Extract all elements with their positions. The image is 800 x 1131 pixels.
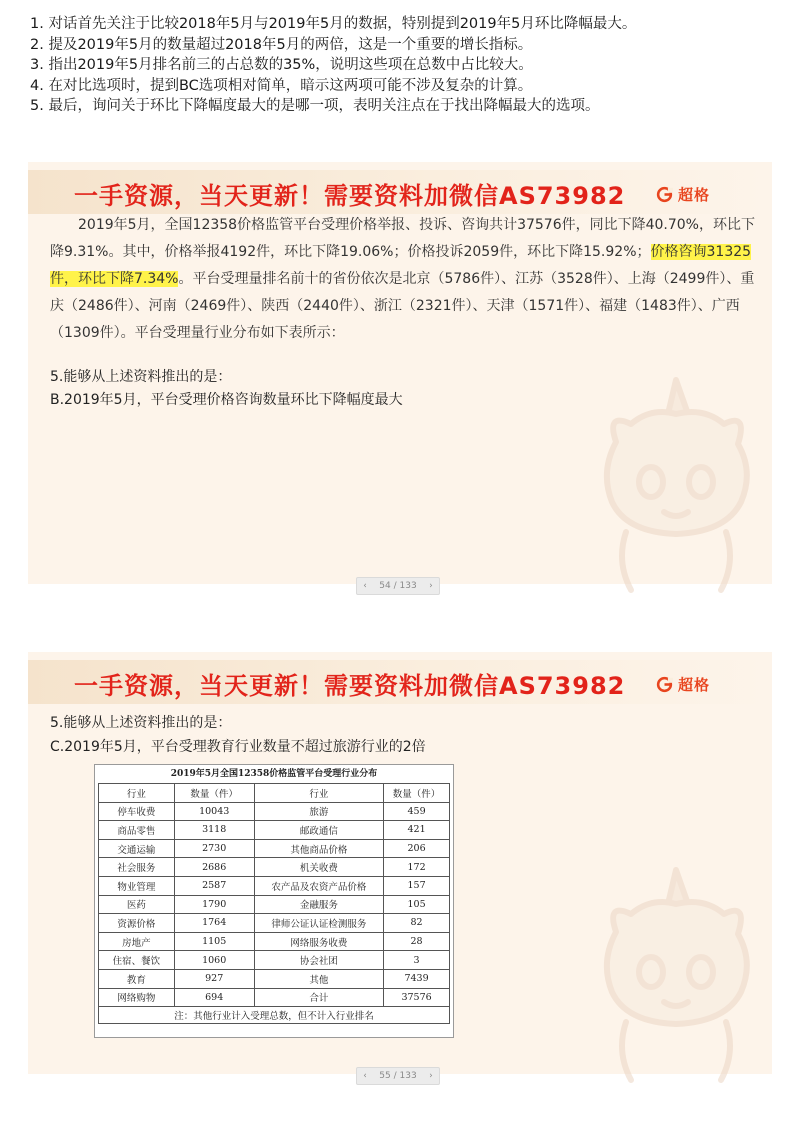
column-header: 行业 — [254, 784, 384, 803]
brand-logo — [656, 673, 710, 695]
unicorn-mascot-watermark — [576, 362, 776, 592]
note-item: 1. 对话首先关注于比较2018年5月与2019年5月的数据，特别提到2019年5月环比降幅最大。 — [30, 16, 637, 32]
table-cell: 律师公证认证检测服务 — [254, 914, 384, 933]
prev-page-icon[interactable]: ‹ — [363, 1071, 367, 1081]
table-cell: 172 — [384, 858, 450, 877]
banner-title: 一手资源，当天更新！需要资料加微信AS73982 — [74, 672, 626, 700]
table-cell: 2587 — [174, 876, 254, 895]
question-text: 5.能够从上述资料推出的是： — [50, 369, 232, 385]
column-header: 数量（件） — [174, 784, 254, 803]
table-row — [99, 821, 450, 840]
table-note: 注：其他行业计入受理总数，但不计入行业排名 — [99, 1007, 450, 1024]
table-row — [99, 895, 450, 914]
table-row — [99, 839, 450, 858]
paragraph-text: 。平台受理量排名前十的省份依次是北京（5786件）、江苏（3528件）、上海（2499件）、重庆（2486件）、河南（2469件）、陕西（2440件）、浙江（2321件）、天津（1571件）、福建（1483件）、广西（1309件）。平台受理量行业分布如下表所示： — [50, 271, 755, 341]
table-cell: 206 — [384, 839, 450, 858]
table-cell: 住宿、餐饮 — [99, 951, 175, 970]
table-cell: 927 — [174, 969, 254, 988]
table-cell: 1060 — [174, 951, 254, 970]
brand-name: 超格 — [678, 185, 711, 204]
table-row — [99, 951, 450, 970]
next-page-icon[interactable]: › — [429, 581, 433, 591]
table-cell: 停车收费 — [99, 802, 175, 821]
table-cell: 1764 — [174, 914, 254, 933]
banner-title: 一手资源，当天更新！需要资料加微信AS73982 — [74, 182, 626, 210]
table-cell: 其他商品价格 — [254, 839, 384, 858]
page-counter: 55 / 133 — [379, 1071, 417, 1081]
table-cell: 157 — [384, 876, 450, 895]
table-header-row — [99, 784, 450, 803]
table-row — [99, 969, 450, 988]
table-cell: 28 — [384, 932, 450, 951]
table-cell: 421 — [384, 821, 450, 840]
column-header: 数量（件） — [384, 784, 450, 803]
prev-page-icon[interactable]: ‹ — [363, 581, 367, 591]
table-row — [99, 988, 450, 1007]
table-cell: 10043 — [174, 802, 254, 821]
brand-logo — [656, 183, 710, 205]
paragraph-text: 2019年5月，全国12358价格监管平台受理价格举报、投诉、咨询共计37576件，同比下降40.70%，环比下降9.31%。其中，价格举报4192件，环比下降19.06%；价格投诉2059件，环比下降15.92%； — [50, 217, 755, 260]
unicorn-mascot-watermark — [576, 852, 776, 1082]
table-note-row — [99, 1007, 450, 1024]
table-cell: 37576 — [384, 988, 450, 1007]
brand-name: 超格 — [678, 675, 711, 694]
promo-banner — [28, 170, 772, 214]
page-navigator — [356, 1067, 440, 1085]
table-cell: 邮政通信 — [254, 821, 384, 840]
table-row — [99, 914, 450, 933]
option-b-text: B.2019年5月，平台受理价格咨询数量环比下降幅度最大 — [50, 392, 403, 408]
table-row — [99, 858, 450, 877]
slide-page-54 — [28, 162, 772, 591]
summary-notes — [30, 14, 790, 117]
highlighted-text: 价格咨询31325件，环比下降7.34% — [50, 244, 752, 287]
table-cell: 1105 — [174, 932, 254, 951]
article-paragraph — [50, 212, 756, 347]
table-row — [99, 802, 450, 821]
table-cell: 协会社团 — [254, 951, 384, 970]
column-header: 行业 — [99, 784, 175, 803]
note-item: 4. 在对比选项时，提到BC选项相对简单，暗示这两项可能不涉及复杂的计算。 — [30, 77, 533, 94]
table-cell: 105 — [384, 895, 450, 914]
table-cell: 1790 — [174, 895, 254, 914]
table-title: 2019年5月全国12358价格监管平台受理行业分布 — [170, 769, 378, 779]
table-cell: 2730 — [174, 839, 254, 858]
table-cell: 资源价格 — [99, 914, 175, 933]
slide-page-55 — [28, 652, 772, 1081]
table-cell: 商品零售 — [99, 821, 175, 840]
promo-banner — [28, 660, 772, 704]
industry-distribution-table — [98, 783, 450, 1024]
brand-g-icon — [656, 676, 673, 693]
table-cell: 694 — [174, 988, 254, 1007]
table-cell: 物业管理 — [99, 876, 175, 895]
option-c-text: C.2019年5月，平台受理教育行业数量不超过旅游行业的2倍 — [50, 739, 426, 755]
page-counter: 54 / 133 — [379, 581, 417, 591]
brand-g-icon — [656, 186, 673, 203]
note-item: 3. 指出2019年5月排名前三的占总数的35%，说明这些项在总数中占比较大。 — [30, 57, 533, 73]
industry-table-image — [94, 764, 454, 1038]
table-cell: 旅游 — [254, 802, 384, 821]
table-cell: 82 — [384, 914, 450, 933]
note-item: 5. 最后，询问关于环比下降幅度最大的是哪一项，表明关注点在于找出降幅最大的选项。 — [30, 98, 600, 114]
table-cell: 金融服务 — [254, 895, 384, 914]
note-item: 2. 提及2019年5月的数量超过2018年5月的两倍，这是一个重要的增长指标。 — [30, 36, 533, 53]
next-page-icon[interactable]: › — [429, 1071, 433, 1081]
table-cell: 网络服务收费 — [254, 932, 384, 951]
table-cell: 459 — [384, 802, 450, 821]
table-cell: 交通运输 — [99, 839, 175, 858]
table-row — [99, 932, 450, 951]
table-cell: 网络购物 — [99, 988, 175, 1007]
table-cell: 合计 — [254, 988, 384, 1007]
table-cell: 7439 — [384, 969, 450, 988]
table-cell: 机关收费 — [254, 858, 384, 877]
question-text: 5.能够从上述资料推出的是： — [50, 715, 232, 731]
table-cell: 社会服务 — [99, 858, 175, 877]
table-cell: 其他 — [254, 969, 384, 988]
page-navigator — [356, 577, 440, 595]
table-cell: 房地产 — [99, 932, 175, 951]
table-row — [99, 876, 450, 895]
table-cell: 2686 — [174, 858, 254, 877]
table-cell: 教育 — [99, 969, 175, 988]
table-cell: 农产品及农资产品价格 — [254, 876, 384, 895]
table-cell: 医药 — [99, 895, 175, 914]
table-cell: 3118 — [174, 821, 254, 840]
table-cell: 3 — [384, 951, 450, 970]
